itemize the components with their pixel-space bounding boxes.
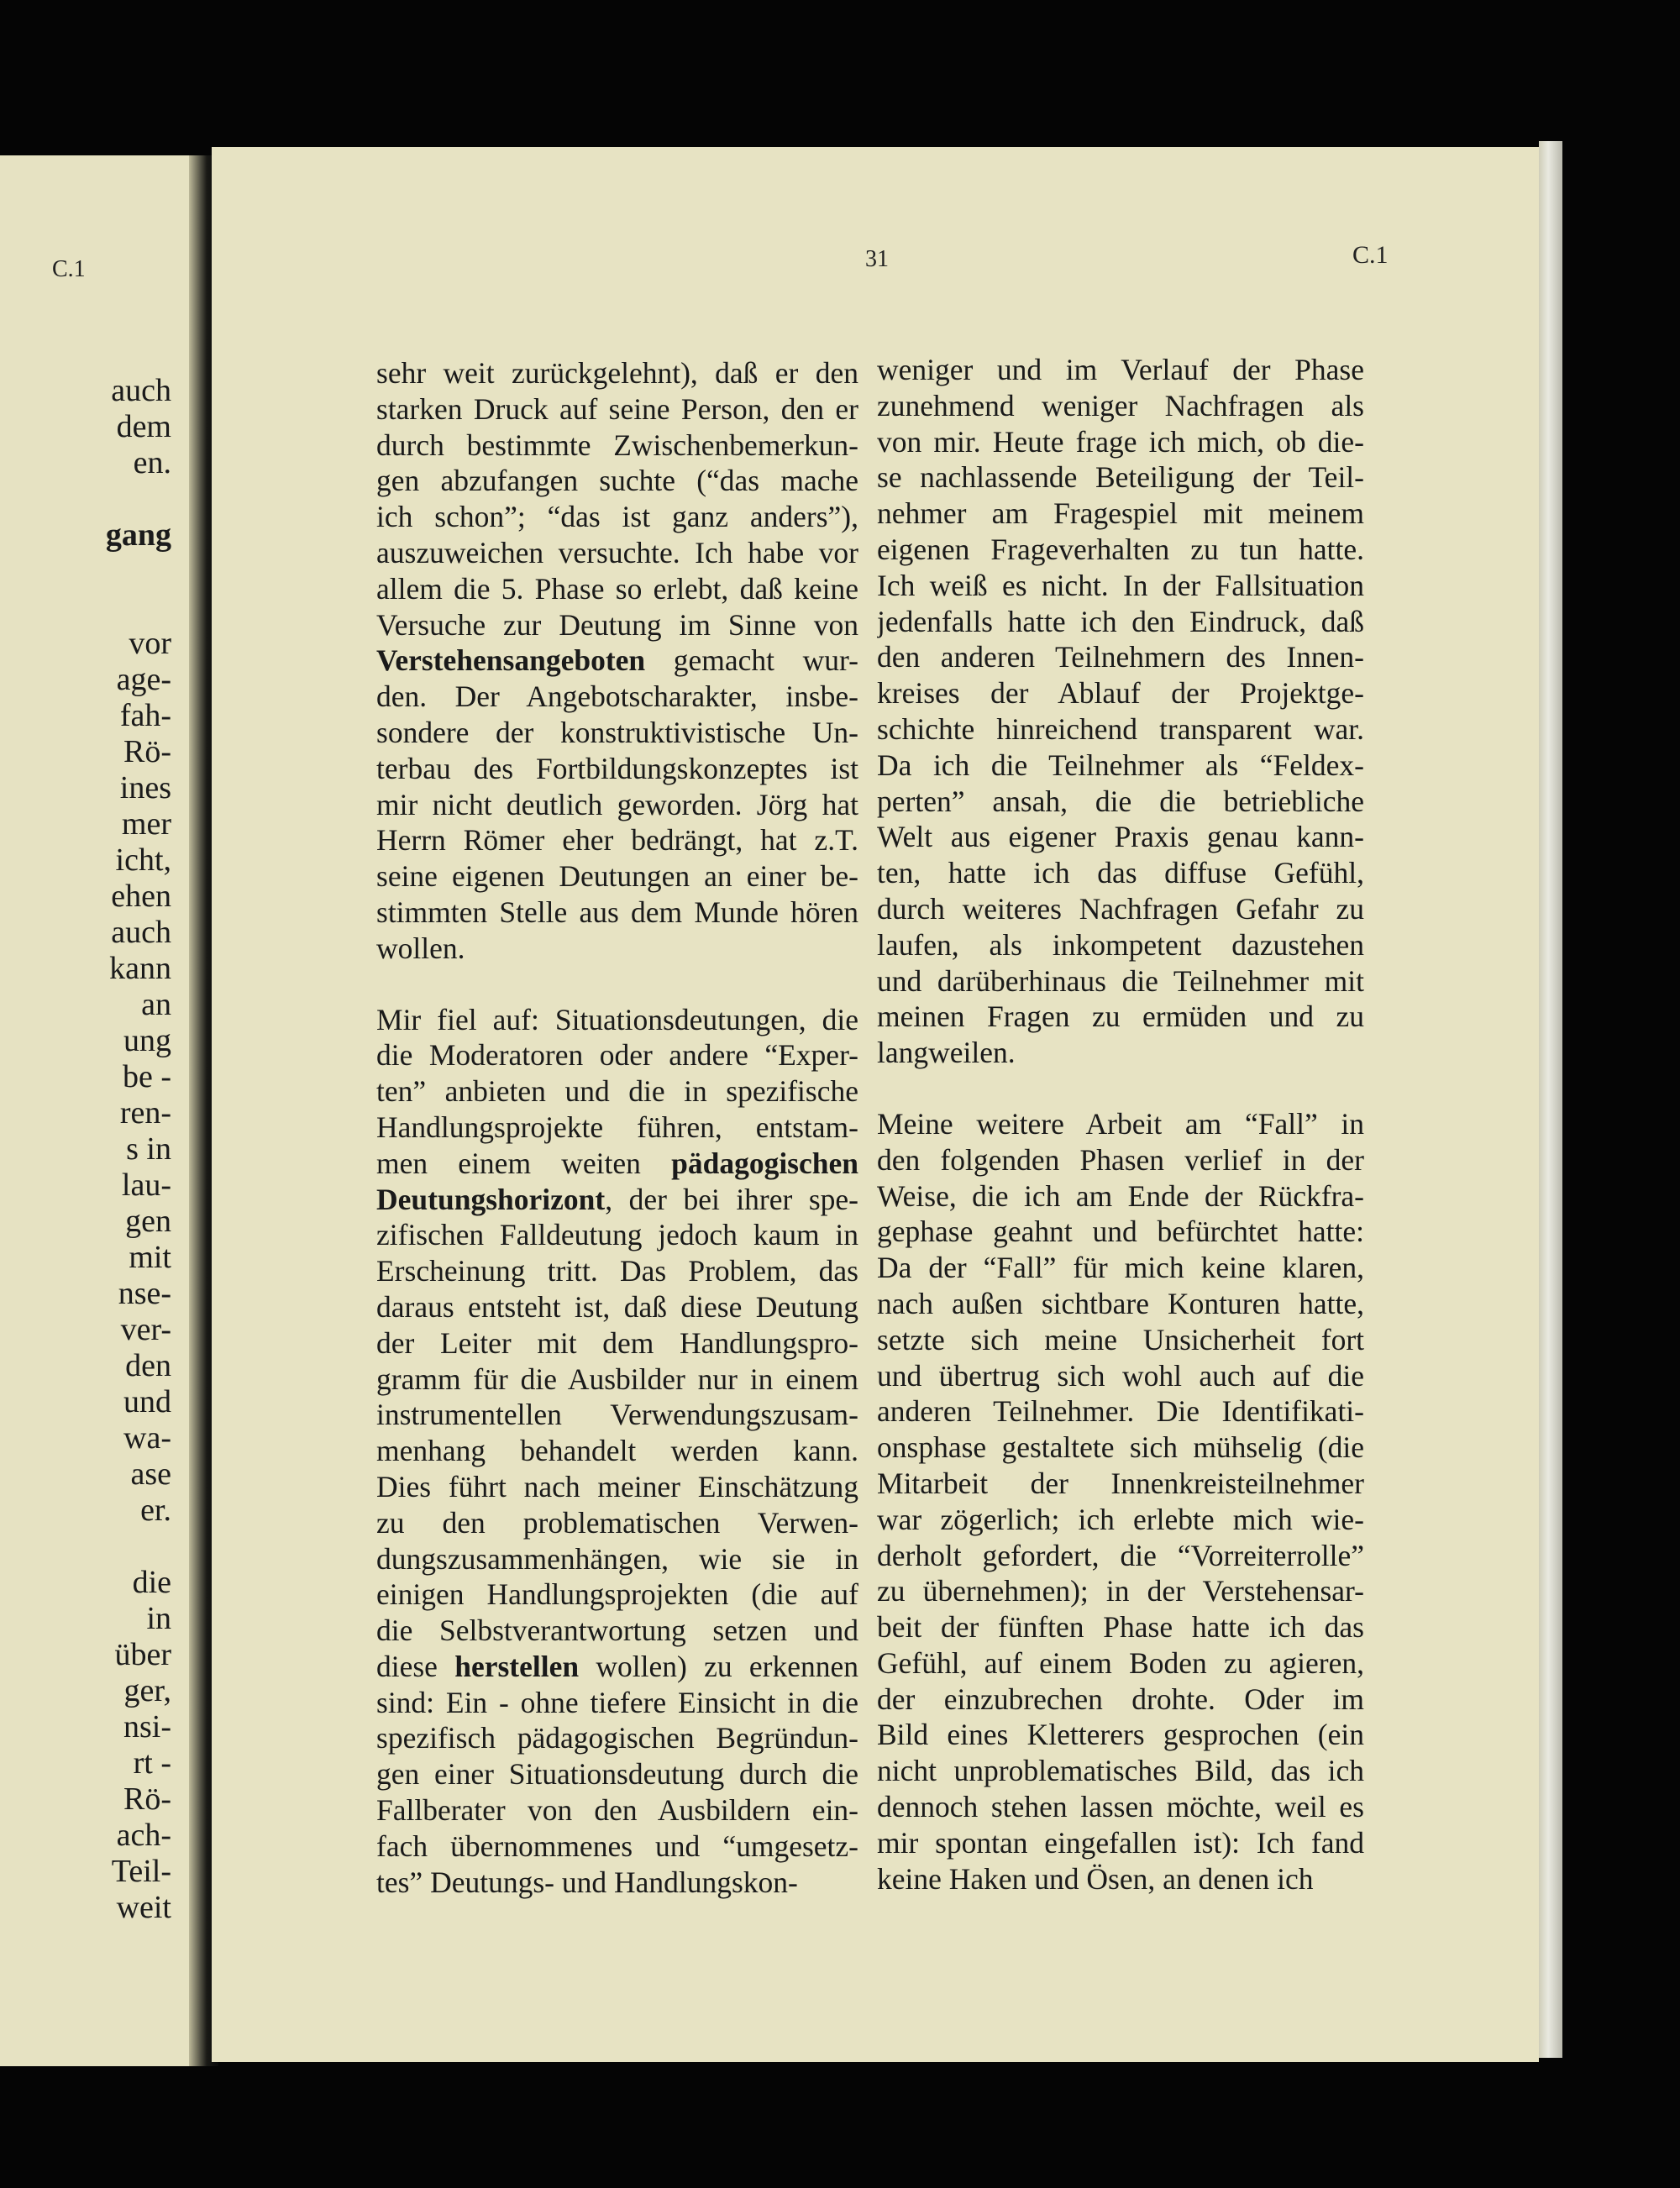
left-page-fragment: ren- (119, 1095, 171, 1131)
text-line: mir nicht deutlich geworden. Jörg hat (376, 787, 858, 821)
left-page-fragment: age- (116, 662, 171, 697)
left-page-fragment: ase (130, 1456, 171, 1492)
text-line: daraus entsteht ist, daß diese Deutung (376, 1289, 858, 1324)
text-line: gephase geahnt und befürchtet hatte: (877, 1215, 1364, 1249)
text-line: perten” ansah, die die betriebliche (877, 784, 1364, 818)
text-line: menhang behandelt werden kann. (376, 1434, 858, 1468)
left-page-fragment: ung (123, 1023, 171, 1058)
text-line: durch bestimmte Zwischenbemerkun- (376, 428, 858, 462)
left-page-fragment: Rö- (123, 734, 171, 769)
text-line: nehmer am Fragespiel mit meinem (877, 496, 1364, 531)
text-line: wollen. (376, 931, 465, 965)
text-line: seine eigenen Deutungen an einer be- (376, 859, 858, 894)
left-page-fragment: s in (126, 1131, 171, 1167)
left-page-fragment: wa- (123, 1420, 171, 1456)
text-line: der Leiter mit dem Handlungspro- (376, 1325, 858, 1360)
text-line: Mir fiel auf: Situationsdeutungen, die (376, 1002, 858, 1036)
left-page-fragment: ehen (111, 879, 171, 914)
right-page (212, 147, 1539, 2062)
page-number: 31 (865, 246, 889, 272)
left-page (0, 155, 195, 2066)
text-line: setzte sich meine Unsicherheit fort (877, 1322, 1364, 1356)
text-line: dungszusammenhängen, wie sie in (376, 1541, 858, 1576)
left-page-fragment: fah- (119, 698, 171, 733)
text-line: von mir. Heute frage ich mich, ob die- (877, 424, 1364, 459)
text-line: instrumentellen Verwendungszusam- (376, 1398, 858, 1432)
left-page-fragment: ines (119, 770, 171, 805)
text-line: Da ich die Teilnehmer als “Feldex- (877, 748, 1364, 782)
text-line: stimmten Stelle aus dem Munde hören (376, 895, 858, 929)
text-line: diese herstellen wollen) zu erkennen (376, 1649, 858, 1683)
paragraph (376, 355, 858, 967)
text-line: meinen Fragen zu ermüden und zu (877, 1000, 1364, 1034)
text-line: eigenen Frageverhalten zu tun hatte. (877, 532, 1364, 566)
text-line: weniger und im Verlauf der Phase (877, 353, 1364, 386)
paragraph (877, 1106, 1364, 1897)
text-line: und übertrug sich wohl auch auf die (877, 1358, 1364, 1393)
page-edge (1539, 141, 1562, 2058)
text-line: se nachlassende Beteiligung der Teil- (877, 460, 1364, 495)
text-line: anderen Teilnehmer. Die Identifikati- (877, 1394, 1364, 1429)
text-line: Bild eines Kletterers gesprochen (ein (877, 1718, 1364, 1752)
left-page-fragment: nse- (118, 1276, 171, 1311)
paragraph-gap (376, 967, 858, 1002)
left-page-fragment: icht, (115, 842, 171, 878)
left-page-fragment: gen (125, 1204, 171, 1239)
text-line: gen einer Situationsdeutung durch die (376, 1757, 858, 1792)
text-line: einigen Handlungsprojekten (die auf (376, 1577, 858, 1612)
text-line: nicht unproblematisches Bild, das ich (877, 1754, 1364, 1788)
left-page-fragment: ver- (120, 1312, 171, 1347)
text-line: und darüberhinaus die Teilnehmer mit (877, 963, 1364, 998)
text-line: gen abzufangen suchte (“das mache (376, 464, 858, 498)
left-page-fragment: den (125, 1348, 171, 1383)
text-line: war zögerlich; ich erlebte mich wie- (877, 1502, 1364, 1536)
text-line: zifischen Falldeutung jedoch kaum in (376, 1218, 858, 1252)
text-line: nach außen sichtbare Konturen hatte, (877, 1286, 1364, 1320)
text-line: Fallberater von den Ausbildern ein- (376, 1793, 858, 1828)
left-page-fragment: in (146, 1601, 171, 1636)
text-line: die Selbstverantwortung setzen und (376, 1613, 858, 1648)
text-line: Herrn Römer eher bedrängt, hat z.T. (376, 823, 858, 858)
text-line: den folgenden Phasen verlief in der (877, 1142, 1364, 1177)
text-line: den anderen Teilnehmern des Innen- (877, 640, 1364, 674)
text-line: zu den problematischen Verwen- (376, 1505, 858, 1540)
text-line: Mitarbeit der Innenkreisteilnehmer (877, 1466, 1364, 1500)
text-line: Ich weiß es nicht. In der Fallsituation (877, 568, 1364, 602)
text-line: der einzubrechen drohte. Oder im (877, 1682, 1364, 1716)
text-line: keine Haken und Ösen, an denen ich (877, 1861, 1314, 1896)
text-line: Da der “Fall” für mich keine klaren, (877, 1251, 1364, 1285)
text-line: sehr weit zurückgelehnt), daß er den (376, 356, 858, 390)
text-line: kreises der Ablauf der Projektge- (877, 676, 1364, 711)
text-line: Weise, die ich am Ende der Rückfra- (877, 1178, 1364, 1213)
text-line: zu übernehmen); in der Verstehensar- (877, 1574, 1364, 1608)
left-page-fragment: und (123, 1384, 171, 1419)
text-column-right (877, 352, 1364, 1897)
text-line: sind: Ein - ohne tiefere Einsicht in die (376, 1685, 858, 1719)
text-line: Deutungshorizont, der bei ihrer spe- (376, 1182, 858, 1216)
text-line: derholt gefordert, die “Vorreiterrolle” (877, 1538, 1364, 1572)
left-page-fragment: kann (109, 951, 171, 986)
text-line: Welt aus eigener Praxis genau kann- (877, 820, 1364, 854)
text-line: onsphase gestaltete sich mühselig (die (877, 1430, 1364, 1465)
text-line: spezifisch pädagogischen Begründun- (376, 1721, 858, 1755)
paragraph (877, 352, 1364, 1071)
text-line: auszuweichen versuchte. Ich habe vor (376, 535, 858, 569)
text-column-left (376, 355, 858, 1900)
text-line: Gefühl, auf einem Boden zu agieren, (877, 1645, 1364, 1680)
left-running-head: C.1 (52, 256, 86, 282)
left-page-fragment: die (132, 1565, 171, 1600)
text-line: Verstehensangeboten gemacht wur- (376, 643, 858, 678)
text-line: sondere der konstruktivistische Un- (376, 715, 858, 749)
left-page-fragment: über (114, 1637, 171, 1672)
text-line: laufen, als inkompetent dazustehen (877, 927, 1364, 962)
text-line: allem die 5. Phase so erlebt, daß keine (376, 571, 858, 606)
text-line: tes” Deutungs- und Handlungskon- (376, 1865, 798, 1899)
left-page-fragment: mit (129, 1240, 171, 1275)
text-line: die Moderatoren oder andere “Exper- (376, 1038, 858, 1073)
left-page-fragment: an (141, 987, 171, 1022)
text-line: durch weiteres Nachfragen Gefahr zu (877, 891, 1364, 926)
left-page-fragment: weit (116, 1890, 171, 1925)
left-page-fragment: auch (111, 373, 171, 408)
left-page-fragment: lau- (121, 1167, 171, 1203)
text-line: Erscheinung tritt. Das Problem, das (376, 1254, 858, 1288)
text-line: schichte hinreichend transparent war. (877, 711, 1364, 746)
left-page-fragment: ach- (116, 1818, 171, 1853)
text-line: ten” anbieten und die in spezifische (376, 1074, 858, 1109)
left-page-fragment: en. (133, 445, 171, 480)
paragraph-gap (877, 1071, 1364, 1106)
text-line: Meine weitere Arbeit am “Fall” in (877, 1106, 1364, 1141)
text-line: gramm für die Ausbilder nur in einem (376, 1362, 858, 1396)
text-line: beit der fünften Phase hatte ich das (877, 1610, 1364, 1645)
text-line: den. Der Angebotscharakter, insbe- (376, 679, 858, 714)
left-page-fragment: mer (121, 806, 171, 842)
text-line: Versuche zur Deutung im Sinne von (376, 607, 858, 642)
text-line: Handlungsprojekte führen, entstam- (376, 1110, 858, 1144)
left-page-fragment: rt - (133, 1745, 171, 1781)
right-running-head: C.1 (1352, 241, 1389, 269)
text-line: jedenfalls hatte ich den Eindruck, daß (877, 604, 1364, 638)
left-page-fragment: er. (140, 1493, 171, 1528)
left-page-fragment: be - (122, 1059, 171, 1094)
left-page-fragment: vor (129, 626, 171, 661)
paragraph (376, 1002, 858, 1901)
text-line: ich schon”; “das ist ganz anders”), (376, 500, 858, 534)
left-page-fragment: nsi- (123, 1709, 171, 1745)
left-page-fragment: gang (105, 517, 171, 553)
text-line: langweilen. (877, 1036, 1016, 1070)
text-line: Dies führt nach meiner Einschätzung (376, 1469, 858, 1503)
text-line: ten, hatte ich das diffuse Gefühl, (877, 856, 1364, 890)
left-page-fragment: Teil- (111, 1854, 171, 1889)
text-line: terbau des Fortbildungskonzeptes ist (376, 751, 858, 785)
text-line: mir spontan eingefallen ist): Ich fand (877, 1825, 1364, 1860)
text-line: zunehmend weniger Nachfragen als (877, 388, 1364, 422)
left-page-fragment: auch (111, 915, 171, 950)
left-page-fragment: dem (116, 409, 171, 444)
text-line: dennoch stehen lassen möchte, weil es (877, 1790, 1364, 1824)
left-page-fragment: ger, (123, 1673, 171, 1708)
text-line: starken Druck auf seine Person, den er (376, 391, 858, 426)
left-page-fragment: Rö- (123, 1781, 171, 1817)
text-line: men einem weiten pädagogischen (376, 1146, 858, 1180)
text-line: fach übernommenes und “umgesetz- (376, 1829, 858, 1863)
